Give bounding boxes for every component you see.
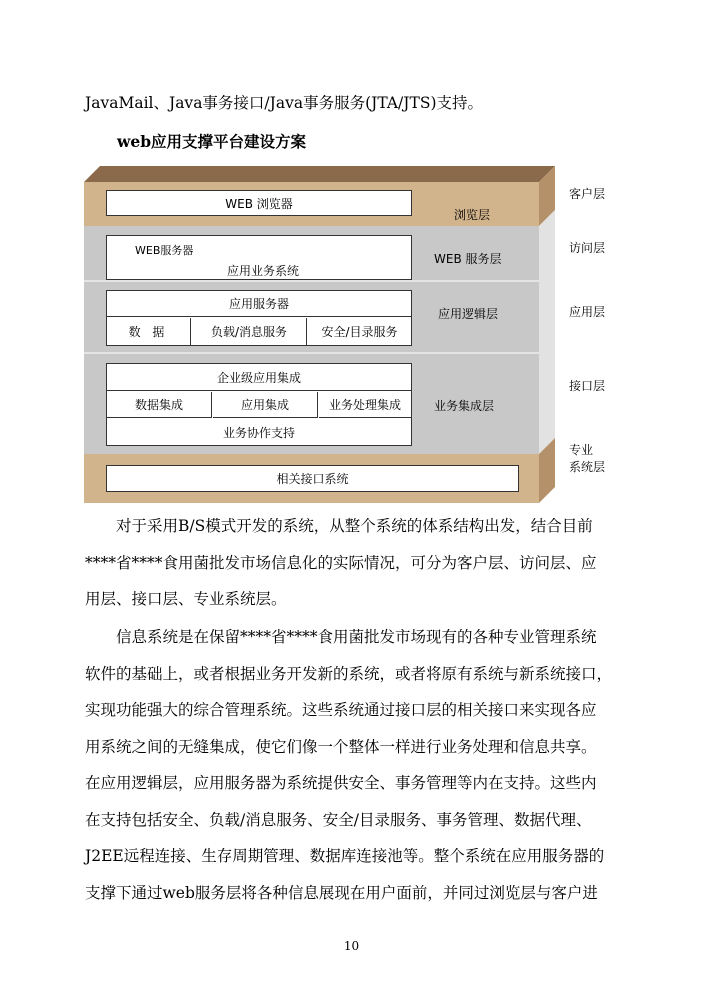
paragraph-line: 用系统之间的无缝集成，使它们像一个整体一样进行业务处理和信息共享。 (85, 737, 597, 756)
right-label-access: 访问层 (569, 241, 606, 255)
enterprise-integration-box (106, 363, 412, 446)
browser-layer-label: 浏览层 (454, 208, 491, 222)
right-label-specialty-1: 专业 (569, 443, 594, 457)
paragraph-line: 支撑下通过web服务层将各种信息展现在用户面前，并同过浏览层与客户进 (85, 883, 598, 902)
paragraph-line: 信息系统是在保留****省****食用菌批发市场现有的各种专业管理系统 (116, 628, 597, 646)
ent-cell-data-integration: 数据集成 (107, 392, 212, 418)
app-cell-data: 数 据 (107, 318, 191, 345)
page-number: 10 (343, 939, 360, 953)
web-layer-label: WEB 服务层 (434, 252, 502, 266)
app-server-box (106, 290, 412, 346)
web-server-title: WEB服务器 (135, 244, 194, 257)
paragraph-line: ****省****食用菌批发市场信息化的实际情况，可分为客户层、访问层、应 (85, 553, 597, 572)
paragraph-line: 实现功能强大的综合管理系统。这些系统通过接口层的相关接口来实现各应 (85, 701, 597, 719)
paragraph-line: 软件的基础上，或者根据业务开发新的系统，或者将原有系统与新系统接口， (85, 664, 613, 683)
web-app-system: 应用业务系统 (227, 264, 300, 278)
app-layer-label: 应用逻辑层 (438, 307, 499, 321)
paragraph-information-system (85, 619, 635, 911)
interface-box: 相关接口系统 (106, 465, 519, 492)
top-bevel (84, 166, 555, 182)
ent-cell-app-integration: 应用集成 (213, 392, 318, 418)
app-cell-security-directory: 安全/目录服务 (308, 318, 411, 345)
section-heading: web应用支撑平台建设方案 (117, 132, 307, 151)
biz-layer-label: 业务集成层 (434, 399, 495, 413)
paragraph-line: 对于采用B/S模式开发的系统，从整个系统的体系结构出发，结合目前 (116, 517, 593, 535)
enterprise-bottom: 业务协作支持 (107, 419, 411, 445)
right-label-interface: 接口层 (569, 379, 606, 393)
paragraph-line: 用层、接口层、专业系统层。 (85, 590, 287, 608)
paragraph-architecture (85, 508, 635, 618)
paragraph-line: J2EE远程连接、生存周期管理、数据库连接池等。整个系统在应用服务器的 (85, 847, 605, 865)
architecture-diagram (84, 166, 555, 503)
browser-box: WEB 浏览器 (106, 190, 412, 216)
ent-cell-business-integration: 业务处理集成 (319, 392, 411, 418)
web-server-box (106, 235, 412, 280)
paragraph-line: 在应用逻辑层，应用服务器为系统提供安全、事务管理等内在支持。这些内 (85, 774, 597, 792)
right-label-client: 客户层 (569, 187, 606, 201)
right-side-middle (539, 210, 555, 454)
enterprise-title: 企业级应用集成 (107, 364, 411, 391)
right-label-application: 应用层 (569, 305, 606, 319)
right-label-specialty-2: 系统层 (569, 460, 606, 474)
intro-line: JavaMail、Java事务接口/Java事务服务(JTA/JTS)支持。 (85, 94, 483, 112)
app-cell-load-message: 负载/消息服务 (192, 318, 307, 345)
app-server-title: 应用服务器 (107, 291, 411, 317)
paragraph-line: 在支持包括安全、负载/消息服务、安全/目录服务、事务管理、数据代理、 (85, 810, 592, 829)
